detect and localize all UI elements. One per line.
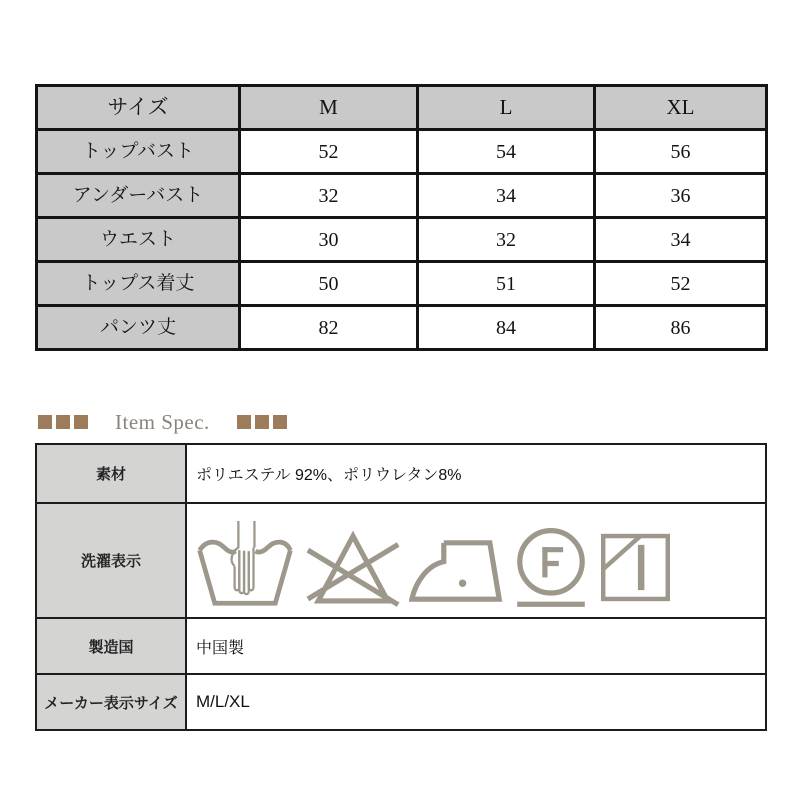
cell-value: 86	[595, 306, 767, 350]
table-row	[37, 262, 767, 306]
cell-value: 51	[418, 262, 595, 306]
spec-label-country: 製造国	[37, 619, 187, 673]
spec-row-country	[37, 619, 765, 675]
spec-row-material	[37, 445, 765, 504]
cell-value: 52	[240, 130, 418, 174]
item-spec-title: Item Spec.	[115, 409, 210, 434]
cell-value: 34	[418, 174, 595, 218]
line-dry-in-shade-icon	[599, 532, 672, 603]
spec-label-material: 素材	[37, 445, 187, 502]
cell-value: 36	[595, 174, 767, 218]
table-row	[37, 174, 767, 218]
row-label-under-bust: アンダーバスト	[37, 174, 240, 218]
row-label-pants-length: パンツ丈	[37, 306, 240, 350]
care-symbols	[187, 504, 765, 617]
cell-value: 84	[418, 306, 595, 350]
hand-wash-icon	[193, 519, 297, 609]
cell-value: 54	[418, 130, 595, 174]
table-row	[37, 306, 767, 350]
spec-value-material: ポリエステル 92%、ポリウレタン8%	[196, 467, 462, 484]
row-label-top-bust: トップバスト	[37, 130, 240, 174]
cell-value: 34	[595, 218, 767, 262]
dry-clean-petroleum-gentle-icon	[512, 527, 590, 607]
item-spec-heading	[38, 408, 287, 436]
table-row	[37, 218, 767, 262]
spec-value-maker-size: M/L/XL	[196, 692, 250, 711]
cell-value: 52	[595, 262, 767, 306]
cell-value: 32	[240, 174, 418, 218]
cell-value: 82	[240, 306, 418, 350]
cell-value: 30	[240, 218, 418, 262]
iron-low-heat-icon	[409, 540, 503, 602]
size-table-header-xl: XL	[595, 86, 767, 130]
table-row	[37, 130, 767, 174]
size-table-header-m: M	[240, 86, 418, 130]
row-label-waist: ウエスト	[37, 218, 240, 262]
spec-label-care: 洗濯表示	[37, 504, 187, 617]
item-spec-table	[35, 443, 767, 731]
size-table-header-size: サイズ	[37, 86, 240, 130]
do-not-bleach-icon	[306, 529, 400, 607]
size-table	[35, 84, 768, 351]
size-table-header-l: L	[418, 86, 595, 130]
cell-value: 50	[240, 262, 418, 306]
spec-row-care	[37, 504, 765, 619]
decor-squares-left-icon	[38, 415, 88, 429]
decor-squares-right-icon	[237, 415, 287, 429]
cell-value: 56	[595, 130, 767, 174]
spec-row-maker-size	[37, 675, 765, 729]
spec-label-maker-size: メーカー表示サイズ	[37, 675, 187, 729]
cell-value: 32	[418, 218, 595, 262]
size-table-header-row	[37, 86, 767, 130]
row-label-tops-length: トップス着丈	[37, 262, 240, 306]
spec-value-country: 中国製	[196, 639, 245, 657]
